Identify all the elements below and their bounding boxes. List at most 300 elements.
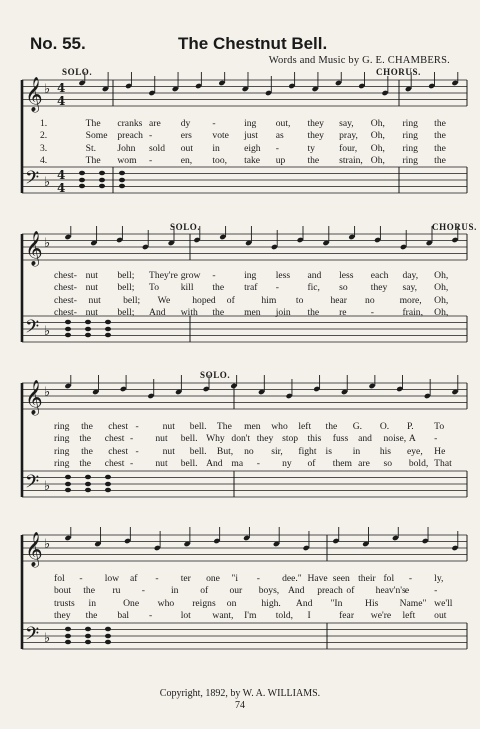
solo-marking: SOLO. xyxy=(62,67,93,77)
lyric-syllable: as xyxy=(275,130,284,142)
lyric-syllable: Name" xyxy=(399,597,427,609)
lyric-syllable: fight xyxy=(298,445,317,457)
lyric-syllable: Some xyxy=(85,130,108,142)
lyric-syllable: seen xyxy=(332,573,350,584)
lyric-syllable: - xyxy=(149,130,153,142)
lyric-syllable: bold, xyxy=(408,458,429,470)
lyric-syllable: chest- xyxy=(54,294,77,306)
lyric-syllable: day, xyxy=(402,270,419,281)
lyric-syllable: He xyxy=(434,445,446,457)
lyric-syllable: high. xyxy=(261,597,281,609)
lyric-syllable: nut xyxy=(162,421,175,432)
flat-sign-icon: ♭ xyxy=(44,175,51,190)
lyric-syllable: so xyxy=(339,282,348,294)
lyric-syllable: - xyxy=(79,573,83,584)
lyric-syllable: one xyxy=(206,573,220,584)
lyric-line xyxy=(40,585,464,597)
lyric-syllable: "i xyxy=(231,573,238,584)
lyric-syllable: we're xyxy=(370,610,392,622)
treble-clef-icon: 𝄞 xyxy=(25,231,43,266)
note-head-icon xyxy=(85,640,91,645)
lyric-syllable: so xyxy=(383,458,392,470)
lyric-syllable: ring xyxy=(402,130,418,142)
lyric-syllable: the xyxy=(307,307,320,319)
note-head-icon xyxy=(85,475,91,480)
note-head-icon xyxy=(85,327,91,332)
lyric-syllable: bout xyxy=(54,585,72,597)
note-head-icon xyxy=(99,178,105,183)
lyric-syllable: the xyxy=(81,421,93,432)
flat-sign-icon: ♭ xyxy=(44,631,51,646)
verse-number: 3. xyxy=(40,142,48,154)
lyric-syllable: One xyxy=(123,597,140,609)
note-head-icon xyxy=(105,475,111,480)
lyric-syllable: say, xyxy=(402,282,418,294)
treble-clef-icon: 𝄞 xyxy=(25,380,43,415)
lyric-syllable: But, xyxy=(216,445,234,457)
lyric-syllable: Oh, xyxy=(434,270,449,281)
lyric-syllable: chest- xyxy=(54,307,77,319)
note-head-icon xyxy=(79,178,85,183)
lyrics-block-1 xyxy=(40,118,464,168)
lyric-syllable: four, xyxy=(339,142,358,154)
lyric-syllable: ers xyxy=(180,130,192,142)
lyric-syllable: Have xyxy=(307,573,328,584)
lyric-syllable: chest xyxy=(104,458,125,470)
lyric-syllable: - xyxy=(135,421,139,432)
lyric-syllable: - xyxy=(135,445,139,457)
lyric-syllable: eigh xyxy=(244,142,261,154)
lyric-syllable: ing xyxy=(244,118,257,129)
lyric-syllable: in xyxy=(352,445,361,457)
time-signature-4-4-icon: 4 xyxy=(57,94,66,108)
verse-number: 4. xyxy=(40,155,48,167)
lyric-syllable: nut xyxy=(85,270,98,281)
lyric-syllable: chest xyxy=(108,421,129,432)
chorus-marking: CHORUS. xyxy=(432,222,477,232)
note-head-icon xyxy=(65,327,71,332)
lyric-syllable: who xyxy=(271,421,288,432)
lyric-line xyxy=(40,270,464,282)
lyric-syllable: are xyxy=(358,458,370,470)
lyric-syllable: ring xyxy=(402,155,418,167)
note-head-icon xyxy=(119,178,125,183)
lyric-syllable: bal xyxy=(117,610,130,622)
lyric-syllable: our xyxy=(229,585,243,597)
lyric-syllable: join xyxy=(275,307,291,319)
note-head-icon xyxy=(65,488,71,493)
time-signature-4-4-icon: 4 xyxy=(57,81,66,95)
lyric-syllable: bell. xyxy=(189,445,207,457)
lyric-syllable: men xyxy=(244,307,261,319)
lyric-syllable: eye, xyxy=(407,445,423,457)
lyric-syllable: dee." xyxy=(282,573,302,584)
lyric-syllable: in xyxy=(170,585,179,597)
note-head-icon xyxy=(105,327,111,332)
lyric-syllable: they xyxy=(307,118,324,129)
lyric-syllable: nut xyxy=(85,307,98,319)
solo-marking: SOLO. xyxy=(200,370,231,380)
lyric-syllable: bell; xyxy=(117,270,135,281)
lyric-syllable: nut xyxy=(88,294,101,306)
bass-clef-icon: 𝄢 xyxy=(25,624,40,649)
note-head-icon xyxy=(99,171,105,176)
time-signature-4-4-icon: 4 xyxy=(57,181,66,195)
lyric-syllable: - xyxy=(408,573,413,584)
lyric-syllable: strain, xyxy=(339,155,363,167)
lyric-syllable: And xyxy=(206,458,223,470)
lyric-syllable: ring xyxy=(402,142,418,154)
lyric-syllable: en, xyxy=(180,155,193,167)
lyric-syllable: is xyxy=(325,445,332,457)
solo-marking: SOLO. xyxy=(170,222,201,232)
lyric-syllable: ru xyxy=(112,585,121,597)
lyric-syllable: And xyxy=(149,307,166,319)
lyric-syllable: - xyxy=(130,433,134,445)
lyric-syllable: preach xyxy=(117,130,143,142)
lyric-syllable: in xyxy=(88,597,97,609)
lyric-syllable: don't xyxy=(231,433,251,445)
lyric-syllable: "In xyxy=(330,597,343,609)
lyric-syllable: wom xyxy=(117,155,137,167)
lyric-syllable: kill xyxy=(180,282,194,294)
lyric-syllable: this xyxy=(307,433,322,445)
note-head-icon xyxy=(85,482,91,487)
lyric-syllable: noise, xyxy=(383,433,407,445)
lyric-syllable: his xyxy=(379,445,392,457)
lyric-syllable: ring xyxy=(54,445,70,457)
note-head-icon xyxy=(105,640,111,645)
lyric-syllable: more, xyxy=(399,294,422,306)
lyric-syllable: bell. xyxy=(180,458,198,470)
lyric-syllable: them xyxy=(332,458,352,470)
lyric-syllable: the xyxy=(434,130,446,142)
lyric-syllable: the xyxy=(434,118,446,129)
lyric-syllable: fuss xyxy=(332,433,349,445)
lyric-syllable: the xyxy=(81,445,93,457)
lyric-syllable: fol xyxy=(54,573,65,584)
lyric-syllable: ty xyxy=(307,142,315,154)
lyric-syllable: They're xyxy=(149,270,178,281)
lyric-syllable: ter xyxy=(180,573,191,584)
lyric-syllable: - xyxy=(275,282,279,294)
page-number: 74 xyxy=(235,700,245,711)
flat-sign-icon: ♭ xyxy=(44,324,51,339)
lyric-syllable: their xyxy=(358,573,376,584)
lyric-syllable: less xyxy=(339,270,354,281)
time-signature-4-4-icon: 4 xyxy=(57,168,66,182)
lyric-syllable: Oh, xyxy=(434,294,449,306)
lyric-syllable: The xyxy=(85,155,101,167)
lyric-syllable: the xyxy=(212,282,225,294)
lyric-syllable: we'll xyxy=(434,597,453,609)
lyric-syllable: bell. xyxy=(189,421,207,432)
bass-clef-icon: 𝄢 xyxy=(25,472,40,497)
lyric-syllable: each xyxy=(370,270,389,281)
lyric-syllable: to xyxy=(295,294,304,306)
lyric-syllable: ma xyxy=(231,458,244,470)
lyric-syllable: the xyxy=(212,307,225,319)
lyric-syllable: of xyxy=(307,458,316,470)
song-title: The Chestnut Bell. xyxy=(178,34,328,53)
lyric-line xyxy=(40,446,464,458)
lyric-line xyxy=(40,282,464,294)
lyric-syllable: fear xyxy=(339,610,355,622)
lyric-syllable: chest xyxy=(104,433,125,445)
lyric-syllable: ny xyxy=(282,458,292,470)
note-head-icon xyxy=(85,320,91,325)
lyric-syllable: nut xyxy=(162,445,175,457)
lyric-syllable: traf xyxy=(244,282,258,294)
lyric-syllable: no xyxy=(244,445,254,457)
lyric-syllable: And xyxy=(295,597,313,609)
lyric-syllable: ring xyxy=(54,421,70,432)
note-head-icon xyxy=(105,320,111,325)
note-head-icon xyxy=(85,634,91,639)
lyric-syllable: I'm xyxy=(244,610,257,622)
note-head-icon xyxy=(65,475,71,480)
lyric-syllable: And xyxy=(287,585,305,597)
lyric-syllable: nut xyxy=(155,458,168,470)
lyric-syllable: of xyxy=(200,585,209,597)
lyric-syllable: hoped xyxy=(192,294,216,306)
lyric-syllable: That xyxy=(434,458,452,470)
lyric-syllable: told, xyxy=(275,610,294,622)
lyric-line xyxy=(40,307,464,319)
lyric-syllable: Oh, xyxy=(370,118,385,129)
flat-sign-icon: ♭ xyxy=(44,385,51,400)
chorus-marking: CHORUS. xyxy=(376,67,421,77)
lyric-syllable: with xyxy=(180,307,198,319)
lyric-syllable: the xyxy=(307,155,320,167)
lyric-syllable: reigns xyxy=(192,597,216,609)
note-head-icon xyxy=(105,482,111,487)
lyric-line xyxy=(40,118,464,130)
lyric-syllable: P. xyxy=(407,421,414,432)
lyric-syllable: lot xyxy=(180,610,191,622)
lyric-syllable: want, xyxy=(212,610,234,622)
lyric-syllable: and xyxy=(358,433,372,445)
lyric-syllable: - xyxy=(434,585,438,597)
lyric-syllable: the xyxy=(325,421,338,432)
note-head-icon xyxy=(65,333,71,338)
note-head-icon xyxy=(119,184,125,189)
note-head-icon xyxy=(65,627,71,632)
note-head-icon xyxy=(85,333,91,338)
flat-sign-icon: ♭ xyxy=(44,479,51,494)
lyric-syllable: of xyxy=(346,585,355,597)
lyric-syllable: re xyxy=(339,307,347,319)
lyric-syllable: - xyxy=(434,433,438,445)
note-head-icon xyxy=(105,634,111,639)
lyric-syllable: - xyxy=(212,270,216,281)
lyric-syllable: To xyxy=(434,421,445,432)
lyric-syllable: hear xyxy=(330,294,347,306)
note-head-icon xyxy=(79,171,85,176)
lyric-syllable: bell; xyxy=(117,282,135,294)
lyric-syllable: chest xyxy=(108,445,129,457)
lyric-syllable: ing xyxy=(244,270,257,281)
lyric-line xyxy=(40,573,464,585)
copyright-line: Copyright, 1892, by W. A. WILLIAMS. xyxy=(159,688,321,699)
lyric-syllable: out, xyxy=(275,118,291,129)
lyric-syllable: bell; xyxy=(117,307,135,319)
lyric-syllable: sir, xyxy=(271,445,283,457)
lyric-syllable: on xyxy=(226,597,237,609)
lyric-syllable: - xyxy=(256,573,260,584)
lyric-syllable: nut xyxy=(155,433,168,445)
lyric-syllable: take xyxy=(244,155,261,167)
lyric-syllable: - xyxy=(256,458,260,470)
lyric-syllable: left xyxy=(298,421,312,432)
lyric-syllable: O. xyxy=(379,421,390,432)
lyric-syllable: John xyxy=(117,142,136,154)
lyric-syllable: pray, xyxy=(339,130,358,142)
treble-clef-icon: 𝄞 xyxy=(25,532,43,567)
lyric-syllable: just xyxy=(244,130,258,142)
lyric-line xyxy=(40,433,464,445)
lyric-syllable: they xyxy=(370,282,388,294)
lyric-syllable: ly, xyxy=(434,573,444,584)
treble-clef-icon: 𝄞 xyxy=(25,77,43,112)
lyric-syllable: grow xyxy=(180,270,201,281)
lyric-syllable: - xyxy=(149,155,153,167)
lyric-syllable: of xyxy=(226,294,235,306)
note-head-icon xyxy=(85,488,91,493)
lyric-syllable: chest- xyxy=(54,282,77,294)
lyric-syllable: I xyxy=(307,610,311,622)
lyric-syllable: ring xyxy=(402,118,418,129)
lyric-syllable: say, xyxy=(339,118,354,129)
lyric-syllable: they xyxy=(307,130,324,142)
note-head-icon xyxy=(65,482,71,487)
lyric-syllable: Oh, xyxy=(370,130,385,142)
lyric-syllable: preach xyxy=(317,585,343,597)
lyric-syllable: Oh, xyxy=(370,155,385,167)
lyric-syllable: up xyxy=(275,155,286,167)
lyric-syllable: vote xyxy=(212,130,229,142)
lyric-line xyxy=(40,155,464,167)
lyric-syllable: We xyxy=(157,294,171,306)
bass-clef-icon: 𝄢 xyxy=(25,317,40,342)
lyric-syllable: To xyxy=(149,282,160,294)
lyric-syllable: dy xyxy=(180,118,191,129)
lyric-syllable: the xyxy=(434,142,446,154)
lyric-syllable: heav'n's xyxy=(375,585,406,597)
lyric-syllable: trusts xyxy=(54,597,75,609)
note-head-icon xyxy=(65,640,71,645)
lyrics-block-4 xyxy=(40,573,464,623)
lyric-line xyxy=(40,610,464,622)
lyric-syllable: af xyxy=(130,573,138,584)
lyric-syllable: Oh, xyxy=(370,142,385,154)
lyric-line xyxy=(40,295,464,307)
flat-sign-icon: ♭ xyxy=(44,236,51,251)
lyric-syllable: G. xyxy=(352,421,363,432)
song-number: No. 55. xyxy=(30,34,86,53)
note-head-icon xyxy=(99,184,105,189)
lyric-line xyxy=(40,130,464,142)
note-head-icon xyxy=(65,634,71,639)
lyric-syllable: A xyxy=(408,433,416,445)
lyric-syllable: the xyxy=(79,433,92,445)
lyric-syllable: Why xyxy=(206,433,225,445)
lyric-syllable: chest- xyxy=(54,270,77,281)
lyrics-block-3 xyxy=(40,421,464,471)
lyric-syllable: The xyxy=(85,118,101,129)
note-head-icon xyxy=(105,627,111,632)
lyric-syllable: they xyxy=(256,433,274,445)
lyric-syllable: cranks xyxy=(117,118,143,129)
lyric-syllable: fol xyxy=(383,573,395,584)
note-head-icon xyxy=(79,184,85,189)
lyric-syllable: the xyxy=(85,610,98,622)
note-head-icon xyxy=(105,488,111,493)
lyric-syllable: who xyxy=(157,597,175,609)
lyric-syllable: - xyxy=(275,142,279,154)
lyric-syllable: no xyxy=(365,294,375,306)
lyric-syllable: out xyxy=(180,142,193,154)
lyric-syllable: Oh, xyxy=(434,282,449,294)
lyric-syllable: the xyxy=(79,458,92,470)
lyric-syllable: - xyxy=(141,585,145,597)
lyric-syllable: ring xyxy=(54,433,70,445)
lyric-syllable: - xyxy=(370,307,374,319)
lyric-syllable: him xyxy=(261,294,277,306)
lyric-syllable: bell. xyxy=(180,433,198,445)
note-head-icon xyxy=(85,627,91,632)
lyric-syllable: in xyxy=(212,142,220,154)
lyric-syllable: stop xyxy=(282,433,299,445)
lyric-syllable: and xyxy=(307,270,322,281)
lyric-syllable: out xyxy=(434,610,447,622)
lyric-syllable: - xyxy=(149,610,153,622)
verse-number: 2. xyxy=(40,130,48,142)
lyric-syllable: fic, xyxy=(307,282,320,294)
lyric-syllable: sold xyxy=(149,142,166,154)
lyric-syllable: - xyxy=(212,118,216,129)
lyric-syllable: boys, xyxy=(258,585,280,597)
lyric-syllable: bell; xyxy=(123,294,141,306)
lyric-syllable: left xyxy=(402,610,416,622)
flat-sign-icon: ♭ xyxy=(44,537,51,552)
lyric-syllable: are xyxy=(149,118,161,129)
lyric-syllable: nut xyxy=(85,282,98,294)
note-head-icon xyxy=(105,333,111,338)
verse-number: 1. xyxy=(40,118,48,129)
lyrics-block-2 xyxy=(40,270,464,320)
note-head-icon xyxy=(65,320,71,325)
lyric-syllable: e xyxy=(404,585,410,597)
lyric-line xyxy=(40,143,464,155)
lyric-line xyxy=(40,598,464,610)
lyric-syllable: Oh, xyxy=(434,307,449,319)
lyric-syllable: men xyxy=(244,421,261,432)
song-credit: Words and Music by G. E. CHAMBERS. xyxy=(268,55,450,66)
lyric-syllable: - xyxy=(155,573,159,584)
lyric-syllable: His xyxy=(365,597,379,609)
lyric-syllable: less xyxy=(275,270,291,281)
lyric-syllable: low xyxy=(104,573,120,584)
note-head-icon xyxy=(119,171,125,176)
lyric-syllable: the xyxy=(83,585,95,597)
lyric-syllable: they xyxy=(54,610,71,622)
lyric-syllable: The xyxy=(216,421,232,432)
bass-clef-icon: 𝄢 xyxy=(25,168,40,193)
lyric-syllable: ring xyxy=(54,458,70,470)
lyric-line xyxy=(40,458,464,470)
lyric-syllable: too, xyxy=(212,155,228,167)
